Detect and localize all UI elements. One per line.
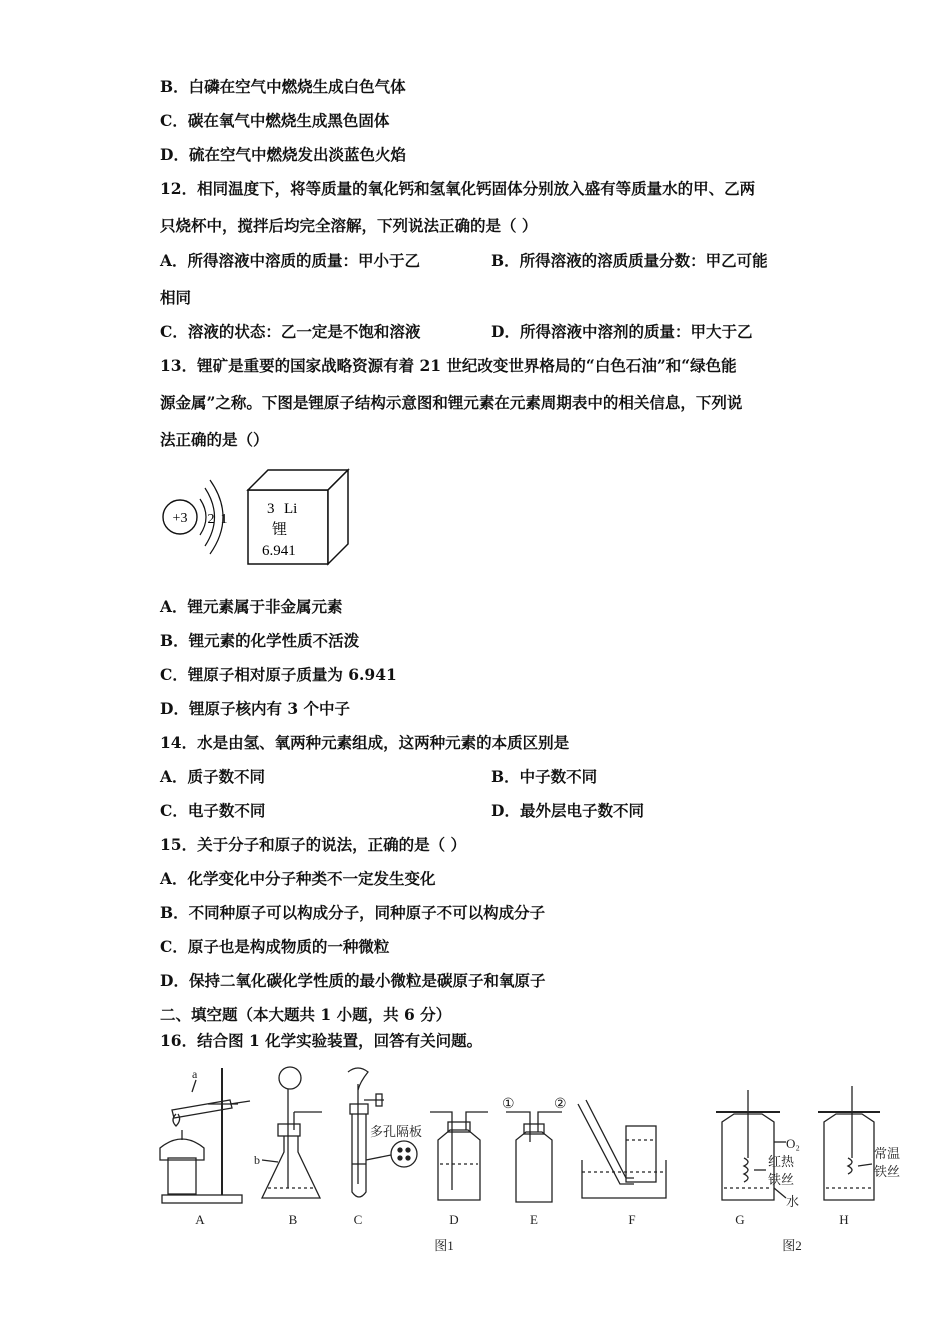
q13-option-d: D．锂原子核内有 3 个中子 [160,699,351,718]
label-c: C [353,1212,363,1227]
room-temp-label-2: 铁丝 [874,1164,901,1179]
red-hot-label-1: 红热 [768,1154,795,1169]
q13-stem-line-2: 源金属”之称。下图是锂原子结构示意图和锂元素在元素周期表中的相关信息，下列说 [160,393,743,412]
q12-stem-line-2: 只烧杯中，搅拌后均完全溶解，下列说法正确的是（ ） [160,216,538,235]
pointer-wire-h [858,1164,872,1166]
pointer-water [774,1188,786,1198]
label-e: E [530,1212,538,1227]
lithium-element-cell [240,466,352,570]
port-tube-2 [538,1112,562,1132]
test-tube-c [352,1114,366,1197]
label-f: F [628,1212,636,1227]
label-a: A [195,1212,205,1227]
hole-1 [398,1148,402,1152]
delivery-tube-a [230,1101,250,1104]
gas-jar-h [824,1114,874,1200]
q15-option-d: D．保持二氧化碳化学性质的最小微粒是碳原子和氧原子 [160,971,546,990]
q12-option-b-continued: 相同 [160,288,192,307]
apparatus-e [502,1097,567,1202]
q12-option-a: A．所得溶液中溶质的质量：甲小于乙 [160,251,421,270]
porous-plate-label: 多孔隔板 [370,1124,423,1139]
apparatus-g [716,1090,800,1209]
label-h: H [839,1212,849,1227]
apparatus-f [578,1100,666,1198]
hole-3 [398,1156,402,1160]
q11-option-b: B．白磷在空气中燃烧生成白色气体 [160,77,406,96]
q15-stem: 15．关于分子和原子的说法，正确的是（ ） [160,835,466,854]
q13-stem-line-1: 13．锂矿是重要的国家战略资源有着 21 世纪改变世界格局的“白色石油”和“绿色能 [160,356,737,375]
lab-apparatus-figure [150,1060,920,1260]
q13-option-c: C．锂原子相对原子质量为 6.941 [160,665,397,684]
o2-label: O₂ [786,1136,800,1151]
hole-2 [406,1148,410,1152]
atomic-mass: 6.941 [262,543,296,559]
pointer-label-a: a [192,1067,198,1081]
section-2-title: 二、填空题（本大题共 1 小题，共 6 分） [160,1005,452,1024]
q14-option-c: C．电子数不同 [160,801,266,820]
apparatus-d [430,1112,488,1200]
q16-stem: 16．结合图 1 化学实验装置，回答有关问题。 [160,1031,483,1050]
red-hot-iron-wire [744,1158,748,1182]
nucleus-charge: +3 [172,511,188,526]
q13-option-b: B．锂元素的化学性质不活泼 [160,631,360,650]
apparatus-h [818,1086,900,1200]
q14-stem: 14．水是由氢、氧两种元素组成，这两种元素的本质区别是 [160,733,570,752]
atomic-number: 3 [267,501,275,517]
lamp-holder [168,1158,196,1194]
port-2-label: ② [554,1097,567,1112]
bottle-d [438,1130,480,1200]
stand-base [162,1195,242,1203]
label-d: D [449,1212,459,1227]
inverted-bottle [626,1126,656,1182]
lithium-atom-structure-diagram [160,475,240,560]
q14-option-b: B．中子数不同 [491,767,598,786]
flame [173,1114,180,1126]
inlet-tube-d [430,1112,452,1190]
shell-2-electrons: 1 [220,512,228,527]
apparatus-a [160,1067,250,1203]
pointer-plate [366,1155,391,1160]
pointer-b [262,1160,278,1162]
outlet-tube-d [466,1112,488,1130]
q14-option-d: D．最外层电子数不同 [491,801,644,820]
q14-option-a: A．质子数不同 [160,767,266,786]
q15-option-b: B．不同种原子可以构成分子，同种原子不可以构成分子 [160,903,546,922]
q12-option-c: C．溶液的状态：乙一定是不饱和溶液 [160,322,421,341]
water-trough [582,1160,666,1198]
red-hot-label-2: 铁丝 [768,1172,795,1187]
shell-1-electrons: 2 [207,512,215,527]
q12-option-d: D．所得溶液中溶剂的质量：甲大于乙 [491,322,753,341]
bottle-e [516,1132,552,1202]
q11-option-d: D．硫在空气中燃烧发出淡蓝色火焰 [160,145,406,164]
stopper-b [278,1124,300,1136]
q13-stem-line-3: 法正确的是（） [160,430,269,449]
label-b: B [288,1212,298,1227]
water-label: 水 [786,1194,800,1209]
room-temp-label-1: 常温 [874,1146,901,1161]
stopper-c [350,1104,368,1114]
q15-option-a: A．化学变化中分子种类不一定发生变化 [160,869,436,888]
element-name: 锂 [272,522,288,538]
port-1-label: ① [502,1097,515,1112]
conical-flask [262,1136,320,1198]
apparatus-b [254,1067,322,1198]
q15-option-c: C．原子也是构成物质的一种微粒 [160,937,390,956]
pointer-a [192,1080,196,1092]
q11-option-c: C．碳在氧气中燃烧生成黑色固体 [160,111,390,130]
port-tube-1 [506,1112,530,1142]
label-g: G [735,1212,745,1227]
hole-4 [406,1156,410,1160]
figure-1-caption: 图1 [434,1238,454,1253]
q12-stem-line-1: 12．相同温度下，将等质量的氧化钙和氢氧化钙固体分别放入盛有等质量水的甲、乙两 [160,179,756,198]
element-symbol: Li [284,501,298,517]
pointer-label-b: b [254,1153,260,1167]
funnel-bulb [279,1067,301,1089]
room-temp-iron-wire [848,1158,852,1174]
figure-2-caption: 图2 [782,1238,802,1253]
electron-shell-1-arc [200,499,206,535]
q13-option-a: A．锂元素属于非金属元素 [160,597,343,616]
apparatus-c [348,1068,422,1197]
q12-option-b: B．所得溶液的溶质质量分数：甲乙可能 [491,251,768,270]
alcohol-lamp [160,1139,204,1160]
porous-plate-detail [391,1141,417,1167]
